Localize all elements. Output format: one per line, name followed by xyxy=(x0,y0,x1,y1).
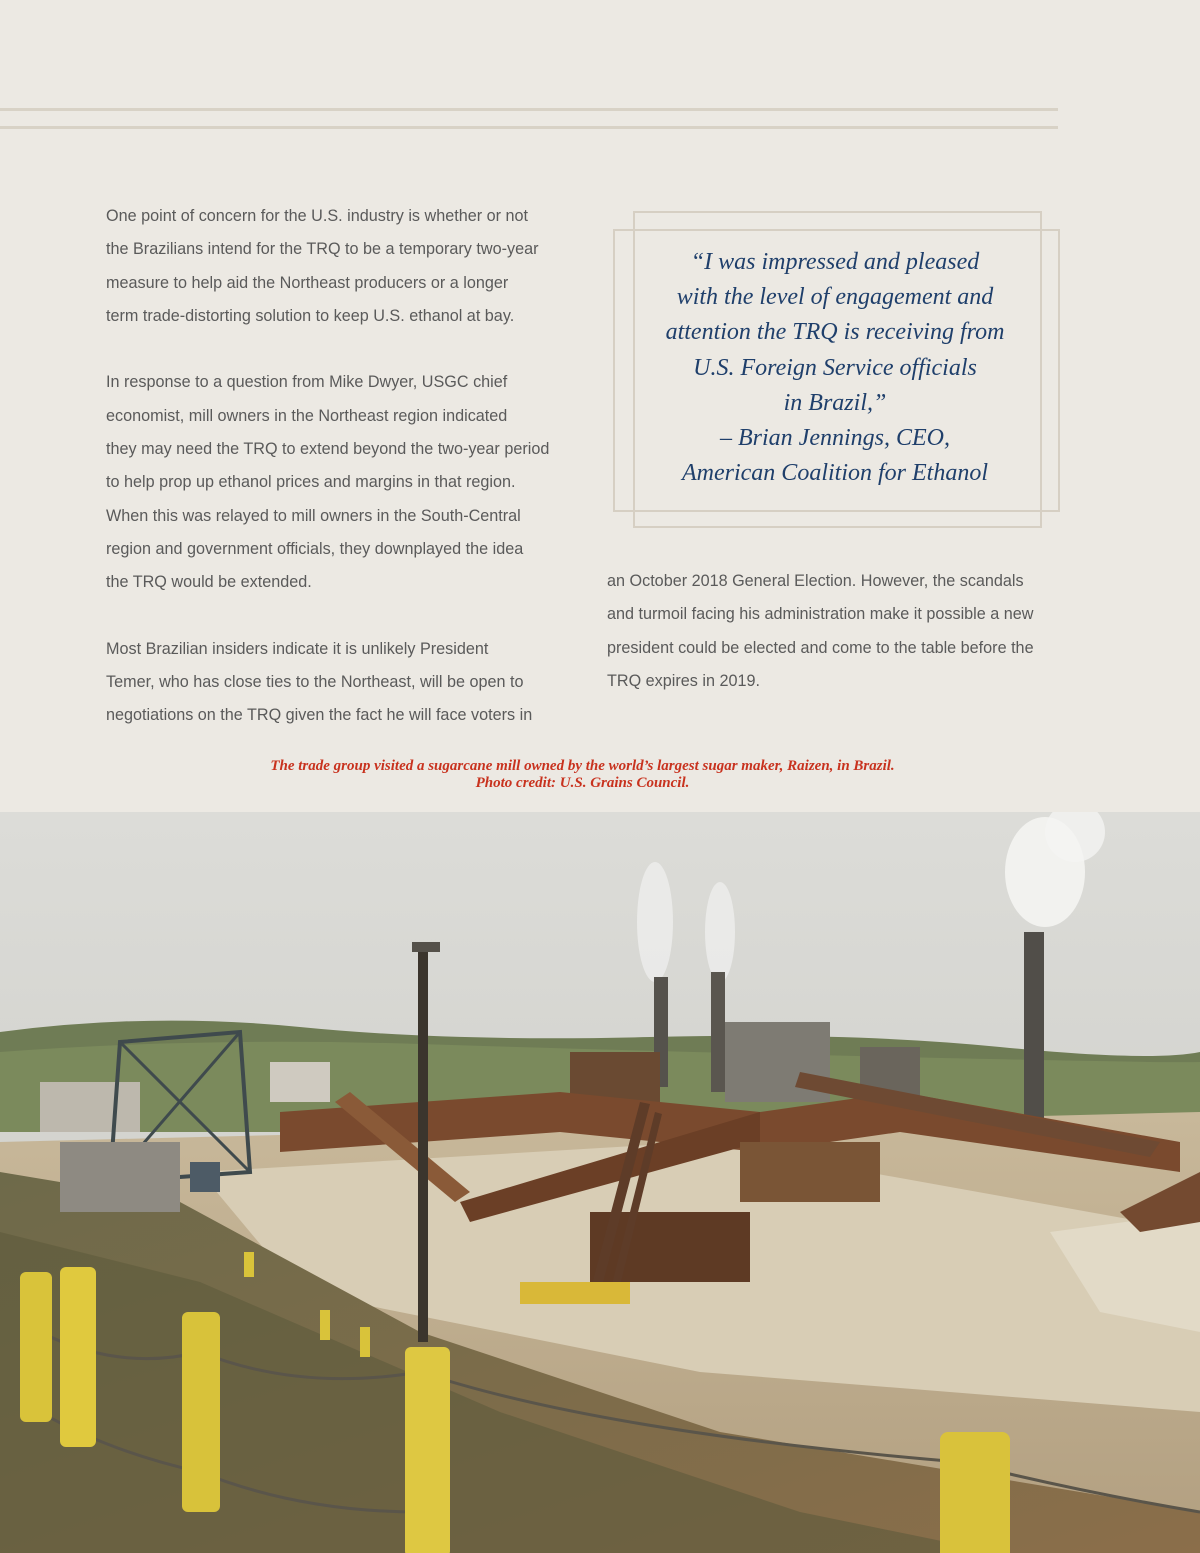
text-line: the TRQ would be extended. xyxy=(106,573,312,592)
text-line: Temer, who has close ties to the Northeast, will be open to xyxy=(106,673,524,692)
quote-line: U.S. Foreign Service officials xyxy=(693,354,977,381)
text-line: TRQ expires in 2019. xyxy=(607,671,760,690)
text-line: measure to help aid the Northeast producers or a longer xyxy=(106,273,509,292)
text-line: an October 2018 General Election. However, the scandals xyxy=(607,572,1024,590)
paragraph-4 xyxy=(607,565,1077,698)
pull-quote xyxy=(615,245,1055,491)
quote-line: in Brazil,” xyxy=(783,389,887,416)
text-line: Most Brazilian insiders indicate it is unlikely President xyxy=(106,639,489,658)
paragraph-3 xyxy=(106,633,576,733)
header-rule-top xyxy=(0,108,1058,111)
quote-line: attention the TRQ is receiving from xyxy=(665,319,1005,346)
quote-line: “I was impressed and pleased xyxy=(690,249,980,275)
text-line: When this was relayed to mill owners in the South-Central xyxy=(106,506,521,525)
paragraph-1 xyxy=(106,200,576,333)
photo-credit: Photo credit: U.S. Grains Council. xyxy=(475,775,690,791)
text-line: president could be elected and come to the table before the xyxy=(607,638,1034,657)
text-line: and turmoil facing his administration make it possible a new xyxy=(607,605,1034,624)
sugarcane-mill-photo xyxy=(0,812,1200,1553)
text-line: One point of concern for the U.S. industry is whether or not xyxy=(106,207,528,225)
text-line: the Brazilians intend for the TRQ to be a temporary two-year xyxy=(106,240,539,259)
paragraph-2 xyxy=(106,366,576,599)
quote-line: with the level of engagement and xyxy=(676,284,994,311)
quote-attribution-org: American Coalition for Ethanol xyxy=(682,460,988,487)
text-line: In response to a question from Mike Dwyer, USGC chief xyxy=(106,373,508,392)
text-line: negotiations on the TRQ given the fact he will face voters in xyxy=(106,706,533,725)
header-rule-bottom xyxy=(0,126,1058,129)
text-line: economist, mill owners in the Northeast region indicated xyxy=(106,406,508,425)
caption-line: The trade group visited a sugarcane mill owned by the world’s largest sugar maker, Raizen, in Brazil. xyxy=(270,758,895,774)
right-column xyxy=(607,565,1077,698)
photo-caption xyxy=(0,758,1165,792)
text-line: region and government officials, they downplayed the idea xyxy=(106,539,524,558)
text-line: to help prop up ethanol prices and margins in that region. xyxy=(106,473,516,492)
left-column xyxy=(106,200,576,766)
text-line: they may need the TRQ to extend beyond the two-year period xyxy=(106,440,550,459)
text-line: term trade-distorting solution to keep U.S. ethanol at bay. xyxy=(106,306,515,325)
quote-attribution: – Brian Jennings, CEO, xyxy=(720,425,950,452)
